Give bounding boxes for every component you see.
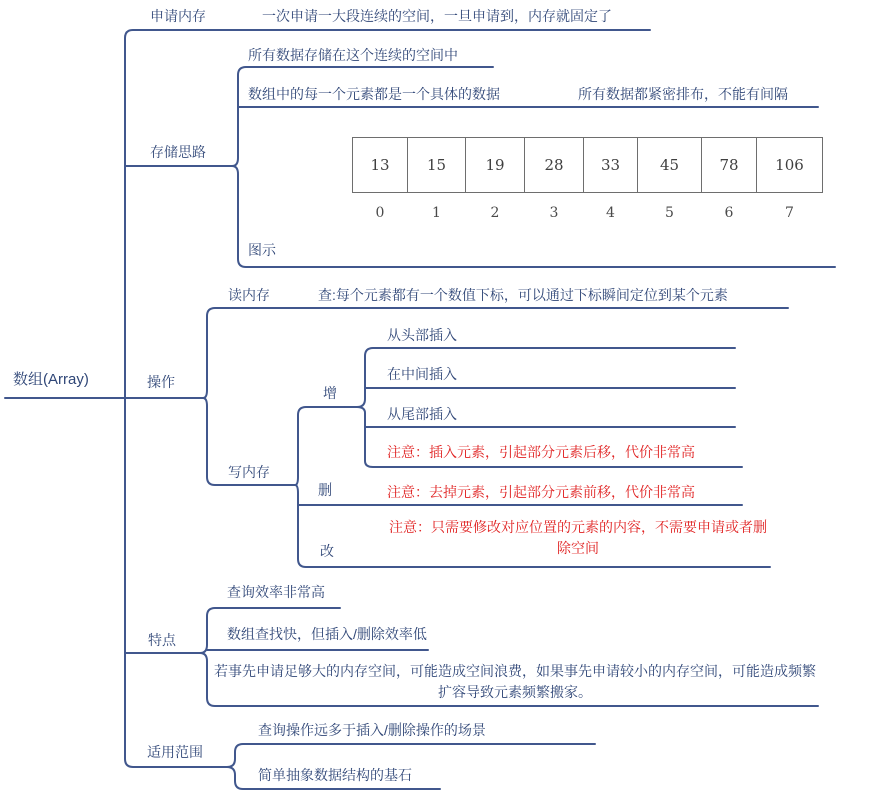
topic-delete[interactable]: 删: [318, 482, 332, 498]
topic-write-memory[interactable]: 写内存: [228, 464, 270, 480]
array-index: 0: [375, 205, 385, 221]
array-index-row: [352, 203, 823, 223]
array-diagram: [352, 137, 823, 193]
topic-query-by-index[interactable]: 查:每个元素都有一个数值下标，可以通过下标瞬间定位到某个元素: [318, 287, 728, 303]
topic-update[interactable]: 改: [320, 543, 334, 559]
array-index: 7: [785, 205, 794, 221]
array-index: 2: [490, 205, 500, 221]
topic-request-memory[interactable]: 申请内存: [150, 8, 206, 24]
topic-insert-tail[interactable]: 从尾部插入: [387, 406, 457, 422]
topic-tight-layout[interactable]: 所有数据都紧密排布，不能有间隔: [578, 86, 788, 102]
topic-insert-head[interactable]: 从头部插入: [387, 327, 457, 343]
array-index: 5: [665, 205, 674, 221]
topic-insert[interactable]: 增: [323, 385, 337, 401]
topic-fast-lookup[interactable]: 数组查找快，但插入/删除效率低: [227, 626, 427, 642]
topic-foundation[interactable]: 简单抽象数据结构的基石: [258, 767, 412, 783]
array-cell: 106: [756, 137, 823, 193]
array-cell: 45: [637, 137, 702, 193]
topic-root[interactable]: 数组(Array): [13, 371, 89, 388]
topic-read-memory[interactable]: 读内存: [228, 287, 270, 303]
array-index: 4: [606, 205, 615, 221]
note-insert-cost[interactable]: 注意：插入元素，引起部分元素后移，代价非常高: [387, 444, 695, 460]
topic-space-tradeoff[interactable]: 若事先申请足够大的内存空间，可能造成空间浪费，如果事先申请较小的内存空间，可能造成频繁扩容导致元素频繁搬家。: [214, 663, 816, 700]
array-index: 3: [549, 205, 559, 221]
array-index: 6: [724, 205, 734, 221]
array-cell: 13: [352, 137, 408, 193]
array-cell: 28: [524, 137, 584, 193]
topic-query-efficient[interactable]: 查询效率非常高: [227, 584, 325, 600]
topic-operations[interactable]: 操作: [147, 374, 175, 390]
note-update-cost[interactable]: 注意：只需要修改对应位置的元素的内容，不需要申请或者删除空间: [389, 519, 767, 556]
topic-features[interactable]: 特点: [148, 632, 176, 648]
topic-request-memory-detail[interactable]: 一次申请一大段连续的空间，一旦申请到，内存就固定了: [262, 8, 612, 24]
topic-insert-middle[interactable]: 在中间插入: [387, 366, 457, 382]
topic-illustration[interactable]: 图示: [248, 242, 276, 258]
array-cell: 78: [701, 137, 757, 193]
topic-use-cases[interactable]: 适用范围: [147, 744, 203, 760]
note-delete-cost[interactable]: 注意：去掉元素，引起部分元素前移，代价非常高: [387, 484, 695, 500]
topic-query-heavy-scene[interactable]: 查询操作远多于插入/删除操作的场景: [258, 722, 486, 738]
array-index: 1: [432, 205, 441, 221]
array-cell: 33: [583, 137, 638, 193]
array-cell: 15: [407, 137, 466, 193]
topic-element-concrete[interactable]: 数组中的每一个元素都是一个具体的数据: [248, 86, 500, 102]
array-cell: 19: [465, 137, 525, 193]
topic-storage-idea[interactable]: 存储思路: [150, 144, 206, 160]
topic-storage-continuous[interactable]: 所有数据存储在这个连续的空间中: [248, 47, 458, 63]
